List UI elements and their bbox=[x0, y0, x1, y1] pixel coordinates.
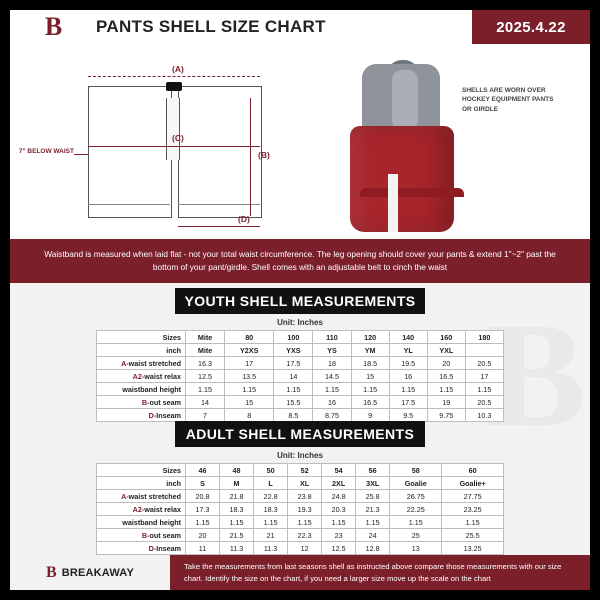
table-cell: 18.5 bbox=[351, 357, 389, 370]
adult-unit-label: Unit: Inches bbox=[277, 451, 323, 460]
table-cell: 19.3 bbox=[288, 503, 322, 516]
table-cell: 11.3 bbox=[254, 542, 288, 555]
table-row-header: waistband height bbox=[97, 516, 186, 529]
table-cell: 26.75 bbox=[390, 490, 442, 503]
page-border-left bbox=[0, 0, 10, 600]
table-cell: 15 bbox=[225, 396, 274, 409]
footer-brand-name: BREAKAWAY bbox=[61, 566, 134, 579]
table-row bbox=[97, 383, 504, 396]
table-cell: 25.8 bbox=[356, 490, 390, 503]
table-cell: 1.15 bbox=[186, 383, 225, 396]
table-cell: 1.15 bbox=[427, 383, 465, 396]
table-cell: 15.5 bbox=[274, 396, 313, 409]
table-cell: 23 bbox=[322, 529, 356, 542]
table-cell: 12.8 bbox=[356, 542, 390, 555]
table-cell: 20.5 bbox=[465, 357, 503, 370]
table-cell: S bbox=[186, 477, 220, 490]
table-cell: 1.15 bbox=[322, 516, 356, 529]
table-cell: Y2XS bbox=[225, 344, 274, 357]
table-row bbox=[97, 409, 504, 422]
page-border-top bbox=[0, 0, 600, 10]
table-row-header: inch bbox=[97, 477, 186, 490]
table-cell: 17.3 bbox=[186, 503, 220, 516]
table-cell: 110 bbox=[313, 331, 351, 344]
table-cell: 23.8 bbox=[288, 490, 322, 503]
pants-belt bbox=[360, 188, 464, 197]
table-row bbox=[97, 370, 504, 383]
table-cell: YL bbox=[389, 344, 427, 357]
table-cell: 1.15 bbox=[313, 383, 351, 396]
table-row bbox=[97, 344, 504, 357]
table-cell: 25.5 bbox=[442, 529, 504, 542]
torso-highlight bbox=[392, 70, 418, 130]
table-cell: 52 bbox=[288, 464, 322, 477]
table-cell: 18.3 bbox=[254, 503, 288, 516]
table-cell: 24 bbox=[356, 529, 390, 542]
table-cell: 17 bbox=[225, 357, 274, 370]
belt-buckle-icon bbox=[166, 82, 182, 91]
table-cell: 1.15 bbox=[274, 383, 313, 396]
table-cell: 23.25 bbox=[442, 503, 504, 516]
table-cell: 1.15 bbox=[225, 383, 274, 396]
table-cell: Goalie+ bbox=[442, 477, 504, 490]
table-cell: 12.5 bbox=[186, 370, 225, 383]
table-cell: 46 bbox=[186, 464, 220, 477]
table-cell: 10.3 bbox=[465, 409, 503, 422]
table-cell: 1.15 bbox=[442, 516, 504, 529]
measurement-note-bar: Waistband is measured when laid flat - not your total waist circumference. The leg opening should cover your pants & extend 1"~2" past the bottom of your pant/girdle. Shell comes with an adjustable belt to cinch the waist bbox=[10, 239, 590, 283]
diagram-crotch bbox=[166, 98, 180, 160]
table-cell: 48 bbox=[220, 464, 254, 477]
table-cell: 8.5 bbox=[274, 409, 313, 422]
table-row bbox=[97, 357, 504, 370]
table-row bbox=[97, 396, 504, 409]
table-row-header: D-Inseam bbox=[97, 409, 186, 422]
footer-brand bbox=[10, 555, 170, 590]
table-cell: YXL bbox=[427, 344, 465, 357]
table-cell: 14 bbox=[186, 396, 225, 409]
table-cell: 21 bbox=[254, 529, 288, 542]
red-pants-shell bbox=[350, 126, 454, 232]
table-cell: 14.5 bbox=[313, 370, 351, 383]
table-cell: 20.8 bbox=[186, 490, 220, 503]
table-cell: 9 bbox=[351, 409, 389, 422]
table-row-header: B-out seam bbox=[97, 396, 186, 409]
table-cell: 8.75 bbox=[313, 409, 351, 422]
page-header bbox=[10, 10, 590, 44]
table-cell: 1.15 bbox=[254, 516, 288, 529]
table-cell: 120 bbox=[351, 331, 389, 344]
table-cell: 20 bbox=[186, 529, 220, 542]
page-title: PANTS SHELL SIZE CHART bbox=[96, 17, 326, 36]
table-cell: 100 bbox=[274, 331, 313, 344]
table-cell: 21.5 bbox=[220, 529, 254, 542]
youth-section-banner: YOUTH SHELL MEASUREMENTS bbox=[175, 288, 425, 314]
table-cell: XL bbox=[288, 477, 322, 490]
table-cell: 13.5 bbox=[225, 370, 274, 383]
table-cell: 19 bbox=[427, 396, 465, 409]
table-row-header: waistband height bbox=[97, 383, 186, 396]
table-cell: 1.15 bbox=[389, 383, 427, 396]
table-row bbox=[97, 542, 504, 555]
figure-note: SHELLS ARE WORN OVER HOCKEY EQUIPMENT PANTS OR GIRDLE bbox=[462, 87, 554, 113]
table-cell: 27.75 bbox=[442, 490, 504, 503]
measure-label-c: (C) bbox=[172, 133, 184, 143]
waist-arrow-icon bbox=[74, 154, 88, 155]
youth-unit-label: Unit: Inches bbox=[277, 318, 323, 327]
adult-size-table bbox=[96, 463, 504, 555]
waist-reference-note: 7" BELOW WAIST bbox=[18, 148, 74, 155]
document-date: 2025.4.22 bbox=[472, 10, 590, 44]
table-cell: 11.3 bbox=[220, 542, 254, 555]
table-cell: Mite bbox=[186, 344, 225, 357]
table-row bbox=[97, 516, 504, 529]
page-footer bbox=[10, 555, 590, 590]
table-cell: 16 bbox=[313, 396, 351, 409]
table-cell: 1.15 bbox=[186, 516, 220, 529]
table-cell: 13.25 bbox=[442, 542, 504, 555]
table-cell: 16.3 bbox=[186, 357, 225, 370]
table-cell: 7 bbox=[186, 409, 225, 422]
table-cell: 9.75 bbox=[427, 409, 465, 422]
table-cell: 3XL bbox=[356, 477, 390, 490]
table-cell: 21.3 bbox=[356, 503, 390, 516]
table-row bbox=[97, 503, 504, 516]
table-cell: 180 bbox=[465, 331, 503, 344]
table-cell: 60 bbox=[442, 464, 504, 477]
table-row bbox=[97, 464, 504, 477]
table-row-header: A2-waist relax bbox=[97, 370, 186, 383]
table-cell: 18 bbox=[313, 357, 351, 370]
table-cell: 56 bbox=[356, 464, 390, 477]
diagram-leg-left bbox=[88, 86, 172, 218]
pants-leg-gap bbox=[388, 174, 398, 232]
table-cell: 11 bbox=[186, 542, 220, 555]
table-cell: 1.15 bbox=[390, 516, 442, 529]
table-cell: 16.5 bbox=[351, 396, 389, 409]
table-cell: 8 bbox=[225, 409, 274, 422]
table-cell: YM bbox=[351, 344, 389, 357]
table-cell: 17 bbox=[465, 370, 503, 383]
table-cell: M bbox=[220, 477, 254, 490]
table-cell: YXS bbox=[274, 344, 313, 357]
table-cell: 12.5 bbox=[322, 542, 356, 555]
table-row bbox=[97, 529, 504, 542]
footer-instructions: Take the measurements from last seasons shell as instructed above compare those measurements with our size chart. Identify the size on the chart, if you need a larger size move up the scale on the chart bbox=[184, 562, 562, 583]
table-row bbox=[97, 331, 504, 344]
measure-label-a: (A) bbox=[172, 64, 184, 74]
table-row-header: D-Inseam bbox=[97, 542, 186, 555]
table-cell: Goalie bbox=[390, 477, 442, 490]
table-row bbox=[97, 490, 504, 503]
table-cell: 22.8 bbox=[254, 490, 288, 503]
table-cell: 22.25 bbox=[390, 503, 442, 516]
table-cell: 16.5 bbox=[427, 370, 465, 383]
measure-line-a bbox=[88, 76, 260, 77]
table-cell: Mite bbox=[186, 331, 225, 344]
table-row bbox=[97, 477, 504, 490]
measure-line-d bbox=[178, 226, 260, 227]
table-cell: 20 bbox=[427, 357, 465, 370]
table-cell: 18.3 bbox=[220, 503, 254, 516]
table-cell bbox=[465, 344, 503, 357]
table-cell: 16 bbox=[389, 370, 427, 383]
table-cell: 20.3 bbox=[322, 503, 356, 516]
table-cell: 19.5 bbox=[389, 357, 427, 370]
table-row-header: Sizes bbox=[97, 331, 186, 344]
table-cell: 2XL bbox=[322, 477, 356, 490]
table-cell: 17.5 bbox=[274, 357, 313, 370]
table-cell: 15 bbox=[351, 370, 389, 383]
measure-label-b: (B) bbox=[258, 150, 270, 160]
table-cell: 17.5 bbox=[389, 396, 427, 409]
footer-logo-letter: B bbox=[46, 563, 57, 581]
pants-shell-diagram bbox=[80, 54, 280, 229]
table-row-header: inch bbox=[97, 344, 186, 357]
table-cell: 21.8 bbox=[220, 490, 254, 503]
illustration-panel bbox=[10, 44, 590, 239]
table-cell: 140 bbox=[389, 331, 427, 344]
page-border-right bbox=[590, 0, 600, 600]
table-cell: 50 bbox=[254, 464, 288, 477]
table-cell: 25 bbox=[390, 529, 442, 542]
youth-size-table bbox=[96, 330, 504, 422]
table-cell: 1.15 bbox=[220, 516, 254, 529]
table-cell: 1.15 bbox=[356, 516, 390, 529]
table-cell: 24.8 bbox=[322, 490, 356, 503]
table-cell: L bbox=[254, 477, 288, 490]
table-cell: 1.15 bbox=[288, 516, 322, 529]
table-cell: 160 bbox=[427, 331, 465, 344]
table-cell: 9.5 bbox=[389, 409, 427, 422]
table-cell: 13 bbox=[390, 542, 442, 555]
table-row-header: Sizes bbox=[97, 464, 186, 477]
table-cell: 22.3 bbox=[288, 529, 322, 542]
table-row-header: A-waist stretched bbox=[97, 490, 186, 503]
table-cell: 20.5 bbox=[465, 396, 503, 409]
brand-logo-letter: B bbox=[44, 12, 62, 41]
table-cell: 80 bbox=[225, 331, 274, 344]
table-row-header: A2-waist relax bbox=[97, 503, 186, 516]
diagram-hem-left bbox=[88, 204, 170, 217]
measure-line-c bbox=[88, 146, 260, 147]
brand-logo bbox=[10, 10, 96, 44]
table-cell: YS bbox=[313, 344, 351, 357]
table-cell: 1.15 bbox=[351, 383, 389, 396]
measure-label-d: (D) bbox=[238, 214, 250, 224]
table-row-header: A-waist stretched bbox=[97, 357, 186, 370]
table-cell: 1.15 bbox=[465, 383, 503, 396]
table-cell: 14 bbox=[274, 370, 313, 383]
table-cell: 54 bbox=[322, 464, 356, 477]
player-figure bbox=[340, 64, 460, 234]
page-border-bottom bbox=[0, 590, 600, 600]
table-cell: 58 bbox=[390, 464, 442, 477]
adult-section-banner: ADULT SHELL MEASUREMENTS bbox=[175, 421, 425, 447]
table-row-header: B-out seam bbox=[97, 529, 186, 542]
measure-line-b bbox=[250, 98, 251, 216]
table-cell: 12 bbox=[288, 542, 322, 555]
